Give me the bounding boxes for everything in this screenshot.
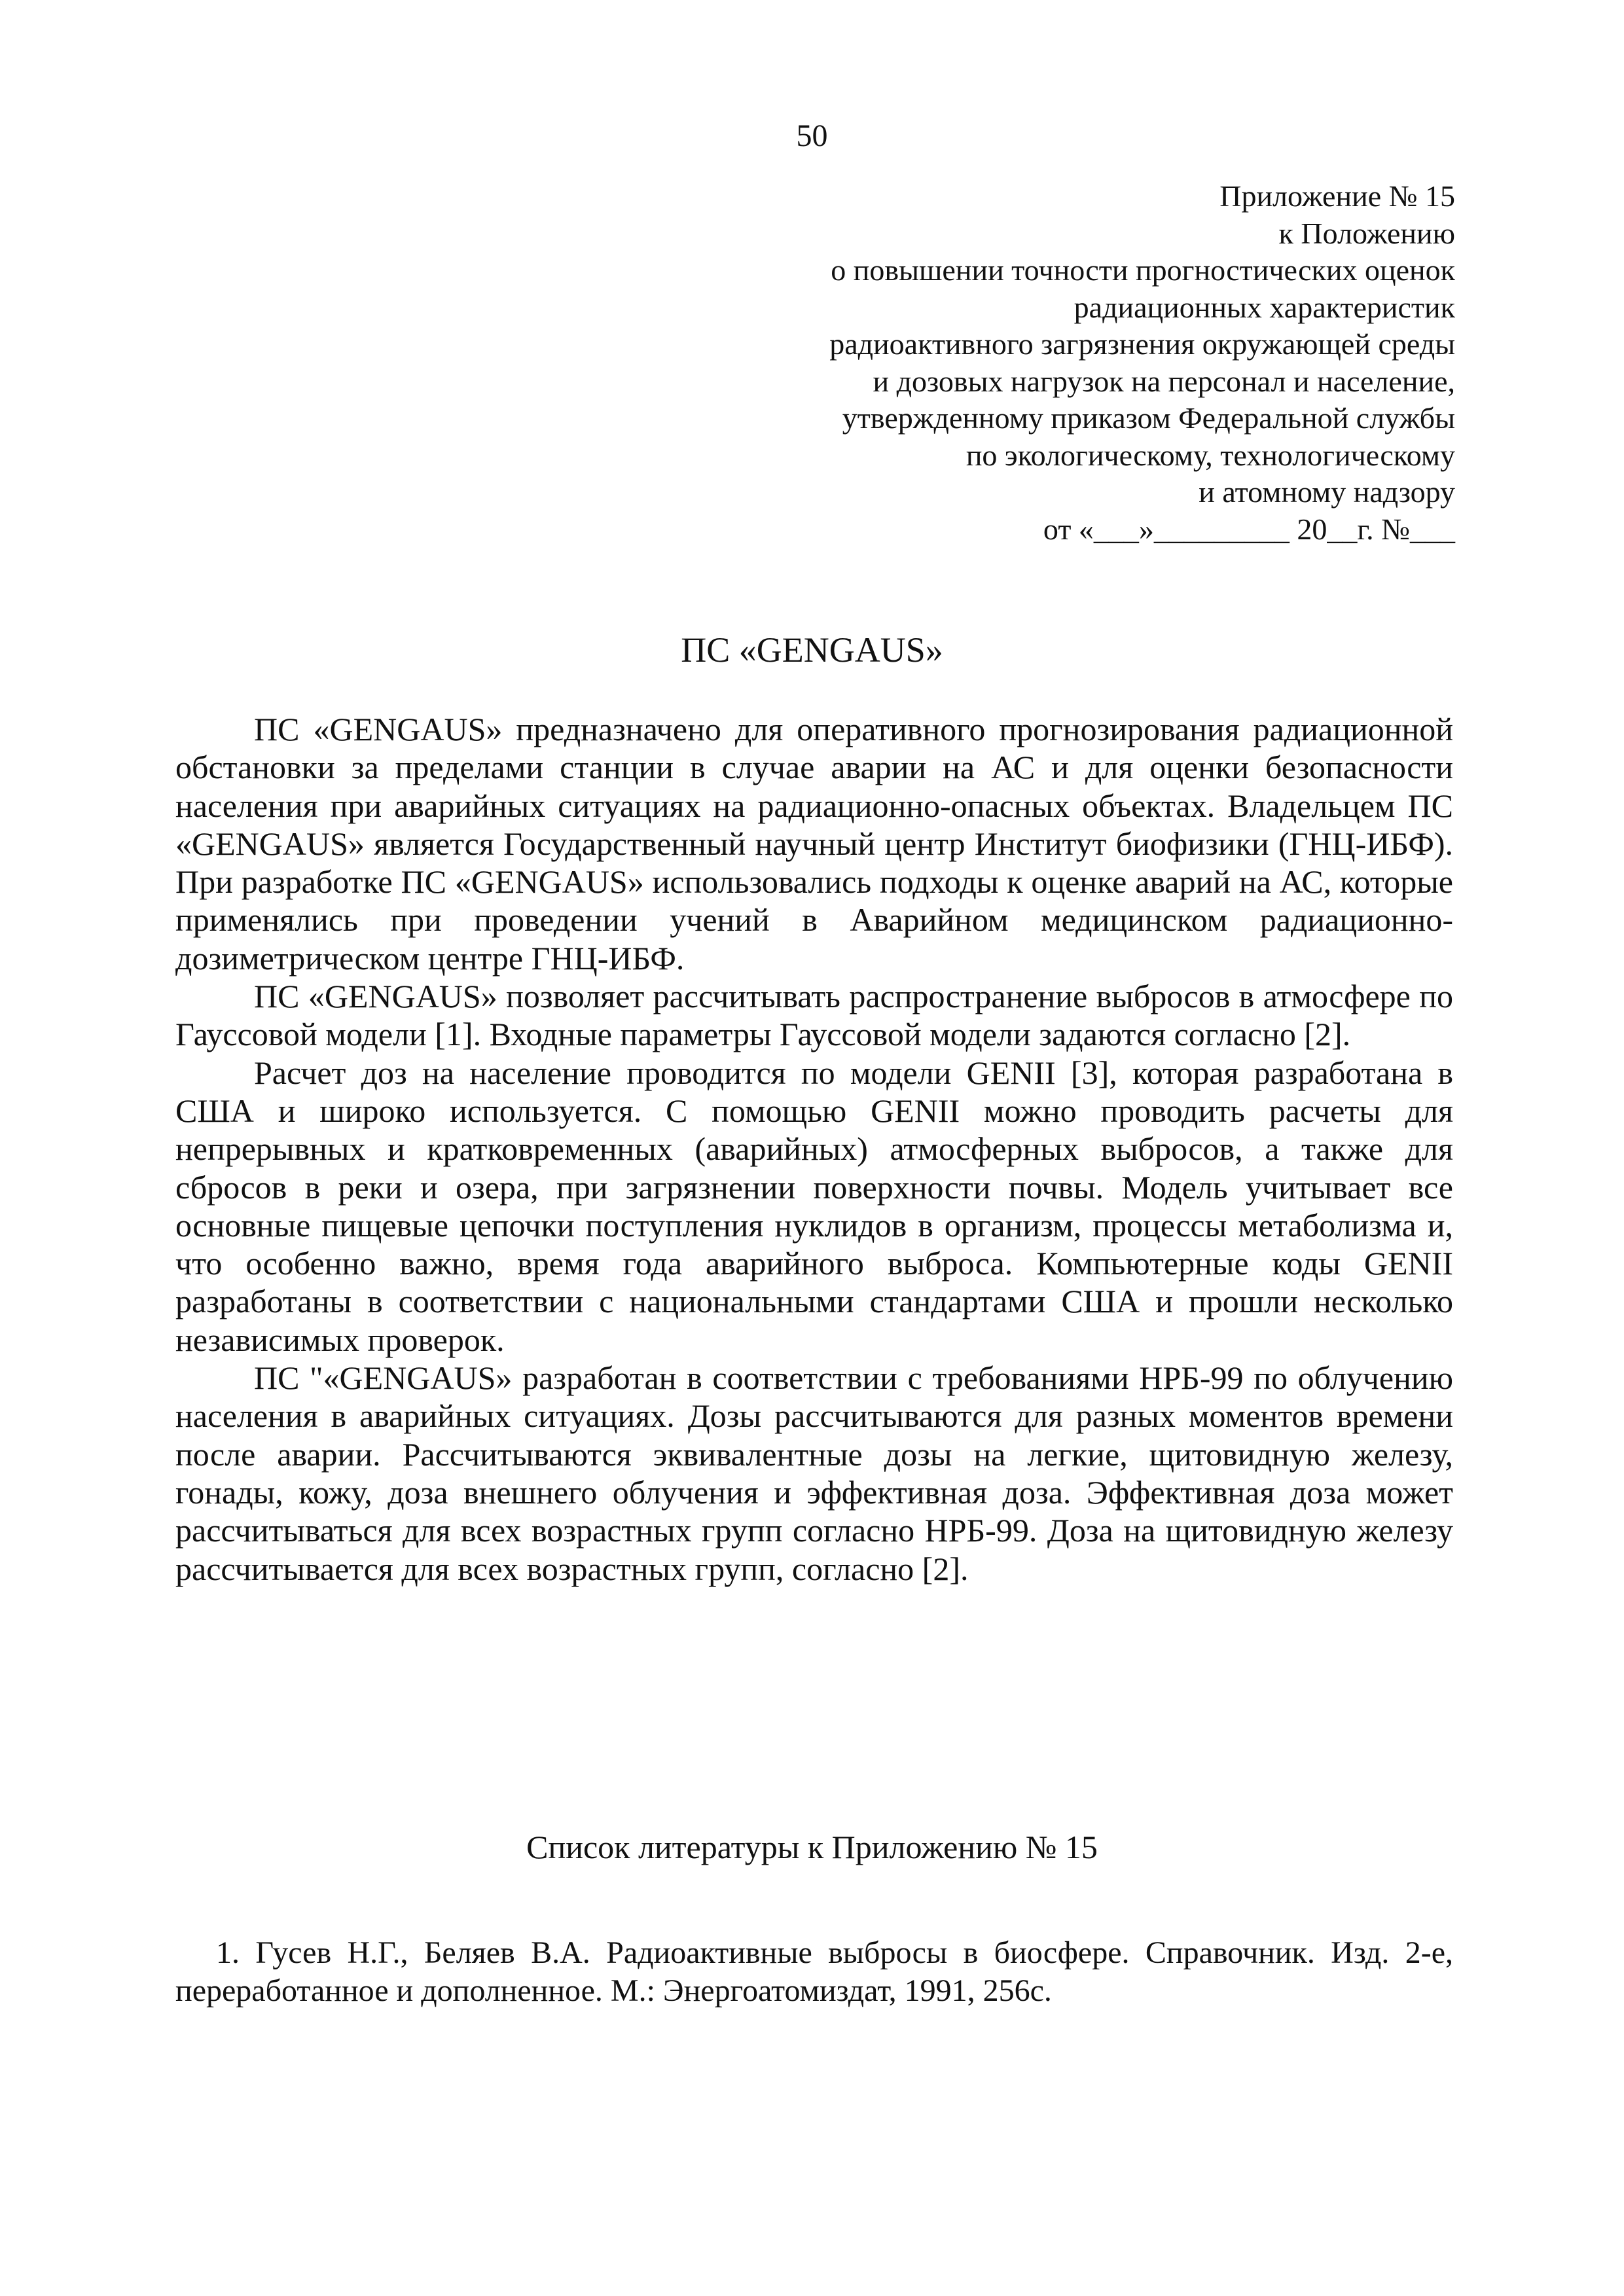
appendix-header-line: радиоактивного загрязнения окружающей среды [829, 327, 1455, 361]
appendix-header-line: Приложение № 15 [1219, 179, 1455, 213]
appendix-header-line: утвержденному приказом Федеральной службы [842, 401, 1455, 435]
reference-item: 1. Гусев Н.Г., Беляев В.А. Радиоактивные выбросы в биосфере. Справочник. Изд. 2-е, переработанное и дополненное. М.: Энергоатомиздат, 1991, 256с. [175, 1935, 1453, 2008]
appendix-header-line: по экологическому, технологическому [965, 438, 1455, 472]
appendix-header-line: и дозовых нагрузок на персонал и население, [873, 364, 1455, 398]
appendix-header-line: и атомному надзору [1199, 475, 1455, 509]
paragraph: ПС «GENGAUS» позволяет рассчитывать распространение выбросов в атмосфере по Гауссовой модели [1]. Входные параметры Гауссовой модели задаются согласно [2]. [175, 978, 1453, 1053]
appendix-header [604, 178, 1455, 548]
page-number: 50 [796, 118, 828, 153]
paragraph: ПС «GENGAUS» предназначено для оперативного прогнозирования радиационной обстановки за пределами станции в случае аварии на АС и для оценки безопасности населения при аварийных ситуациях на радиационно-опасных объектах. Владельцем ПС «GENGAUS» является Государственный научный центр Институт биофизики (ГНЦ-ИБФ). При разработке ПС «GENGAUS» использовались подходы к оценке аварий на АС, которые применялись при проведении учений в Аварийном медицинском радиационно-дозиметрическом центре ГНЦ-ИБФ. [175, 711, 1453, 977]
body-text [175, 710, 1453, 1588]
document-title: ПС «GENGAUS» [681, 630, 943, 670]
references-title: Список литературы к Приложению № 15 [526, 1829, 1098, 1865]
appendix-header-line: к Положению [1278, 216, 1455, 250]
appendix-header-date-line: от «___»_________ 20__г. №___ [1043, 512, 1455, 546]
paragraph: ПС "«GENGAUS» разработан в соответствии с требованиями НРБ-99 по облучению населения в аварийных ситуациях. Дозы рассчитываются для разных моментов времени после аварии. Рассчитываются эквивалентные дозы на легкие, щитовидную железу, гонады, кожу, доза внешнего облучения и эффективная доза. Эффективная доза может рассчитываться для всех возрастных групп согласно НРБ-99. Доза на щитовидную железу рассчитывается для всех возрастных групп, согласно [2]. [175, 1359, 1453, 1587]
appendix-header-line: о повышении точности прогностических оценок [831, 253, 1455, 287]
paragraph: Расчет доз на население проводится по модели GENII [3], которая разработана в США и широко используется. С помощью GENII можно проводить расчеты для непрерывных и кратковременных (аварийных) атмосферных выбросов, а также для сбросов в реки и озера, при загрязнении поверхности почвы. Модель учитывает все основные пищевые цепочки поступления нуклидов в организм, процессы метаболизма и, что особенно важно, время года аварийного выброса. Компьютерные коды GENII разработаны в соответствии с национальными стандартами США и прошли несколько независимых проверок. [175, 1054, 1453, 1358]
appendix-header-line: радиационных характеристик [1074, 290, 1455, 324]
references-list [175, 1934, 1453, 2010]
